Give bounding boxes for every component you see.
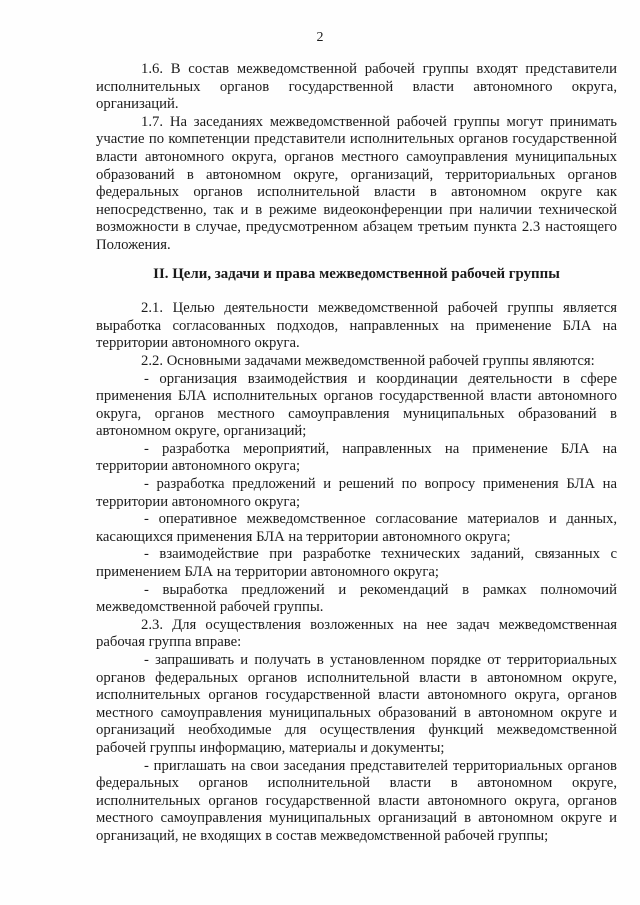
list-item: - разработка мероприятий, направленных на применение БЛА на территории автономного округа; <box>96 440 617 475</box>
paragraph-2-2: 2.2. Основными задачами межведомственной рабочей группы являются: <box>141 352 595 369</box>
list-item: - выработка предложений и рекомендаций в рамках полномочий межведомственной рабочей группы. <box>96 581 617 616</box>
page-number: 2 <box>316 30 324 45</box>
list-item: - оперативное межведомственное согласование материалов и данных, касающихся применения БЛА на территории автономного округа; <box>96 511 617 545</box>
paragraph-1-7: 1.7. На заседаниях межведомственной рабочей группы могут принимать участие по компетенции представители исполнительных органов государственной власти автономного округа, органов местного самоуправления муниципальных образований в автономном округе, организаций, территориальных органов федеральных органов исполнительной власти в автономном округе как непосредственно, так и в режиме видеоконференции при наличии технической возможности в случае, предусмотренном абзацем третьим пункта 2.3 настоящего Положения. <box>96 113 617 253</box>
paragraph-2-3: 2.3. Для осуществления возложенных на нее задач межведомственная рабочая группа вправе: <box>96 616 617 651</box>
list-item: - разработка предложений и решений по вопросу применения БЛА на территории автономного округа; <box>96 476 617 510</box>
list-item: - организация взаимодействия и координации деятельности в сфере применения БЛА исполнительных органов государственной власти автономного округа, органов местного самоуправления муниципальных образований в автономном округе, организаций; <box>96 370 617 440</box>
paragraph-2-1: 2.1. Целью деятельности межведомственной рабочей группы является выработка согласованных подходов, направленных на применение БЛА на территории автономного округа. <box>96 300 617 352</box>
section-heading: II. Цели, задачи и права межведомственной рабочей группы <box>153 265 560 282</box>
list-item: - взаимодействие при разработке технических заданий, связанных с применением БЛА на территории автономного округа; <box>96 546 617 581</box>
paragraph-1-6: 1.6. В состав межведомственной рабочей группы входят представители исполнительных органов государственной власти автономного округа, организаций. <box>96 61 617 113</box>
document-body <box>96 61 617 846</box>
list-item: - приглашать на свои заседания представителей территориальных органов федеральных органов исполнительной власти в автономном округе, исполнительных органов государственной власти автономного округа, органов местного самоуправления муниципальных организаций в автономном округе и организаций, не входящих в состав межведомственной рабочей группы; <box>96 757 617 844</box>
list-item: - запрашивать и получать в установленном порядке от территориальных органов федеральных органов исполнительной власти в автономном округе, исполнительных органов государственной власти автономного округа, органов местного самоуправления муниципальных образований в автономном округе и организаций необходимые для осуществления функций межведомственной рабочей группы информацию, материалы и документы; <box>96 652 617 756</box>
